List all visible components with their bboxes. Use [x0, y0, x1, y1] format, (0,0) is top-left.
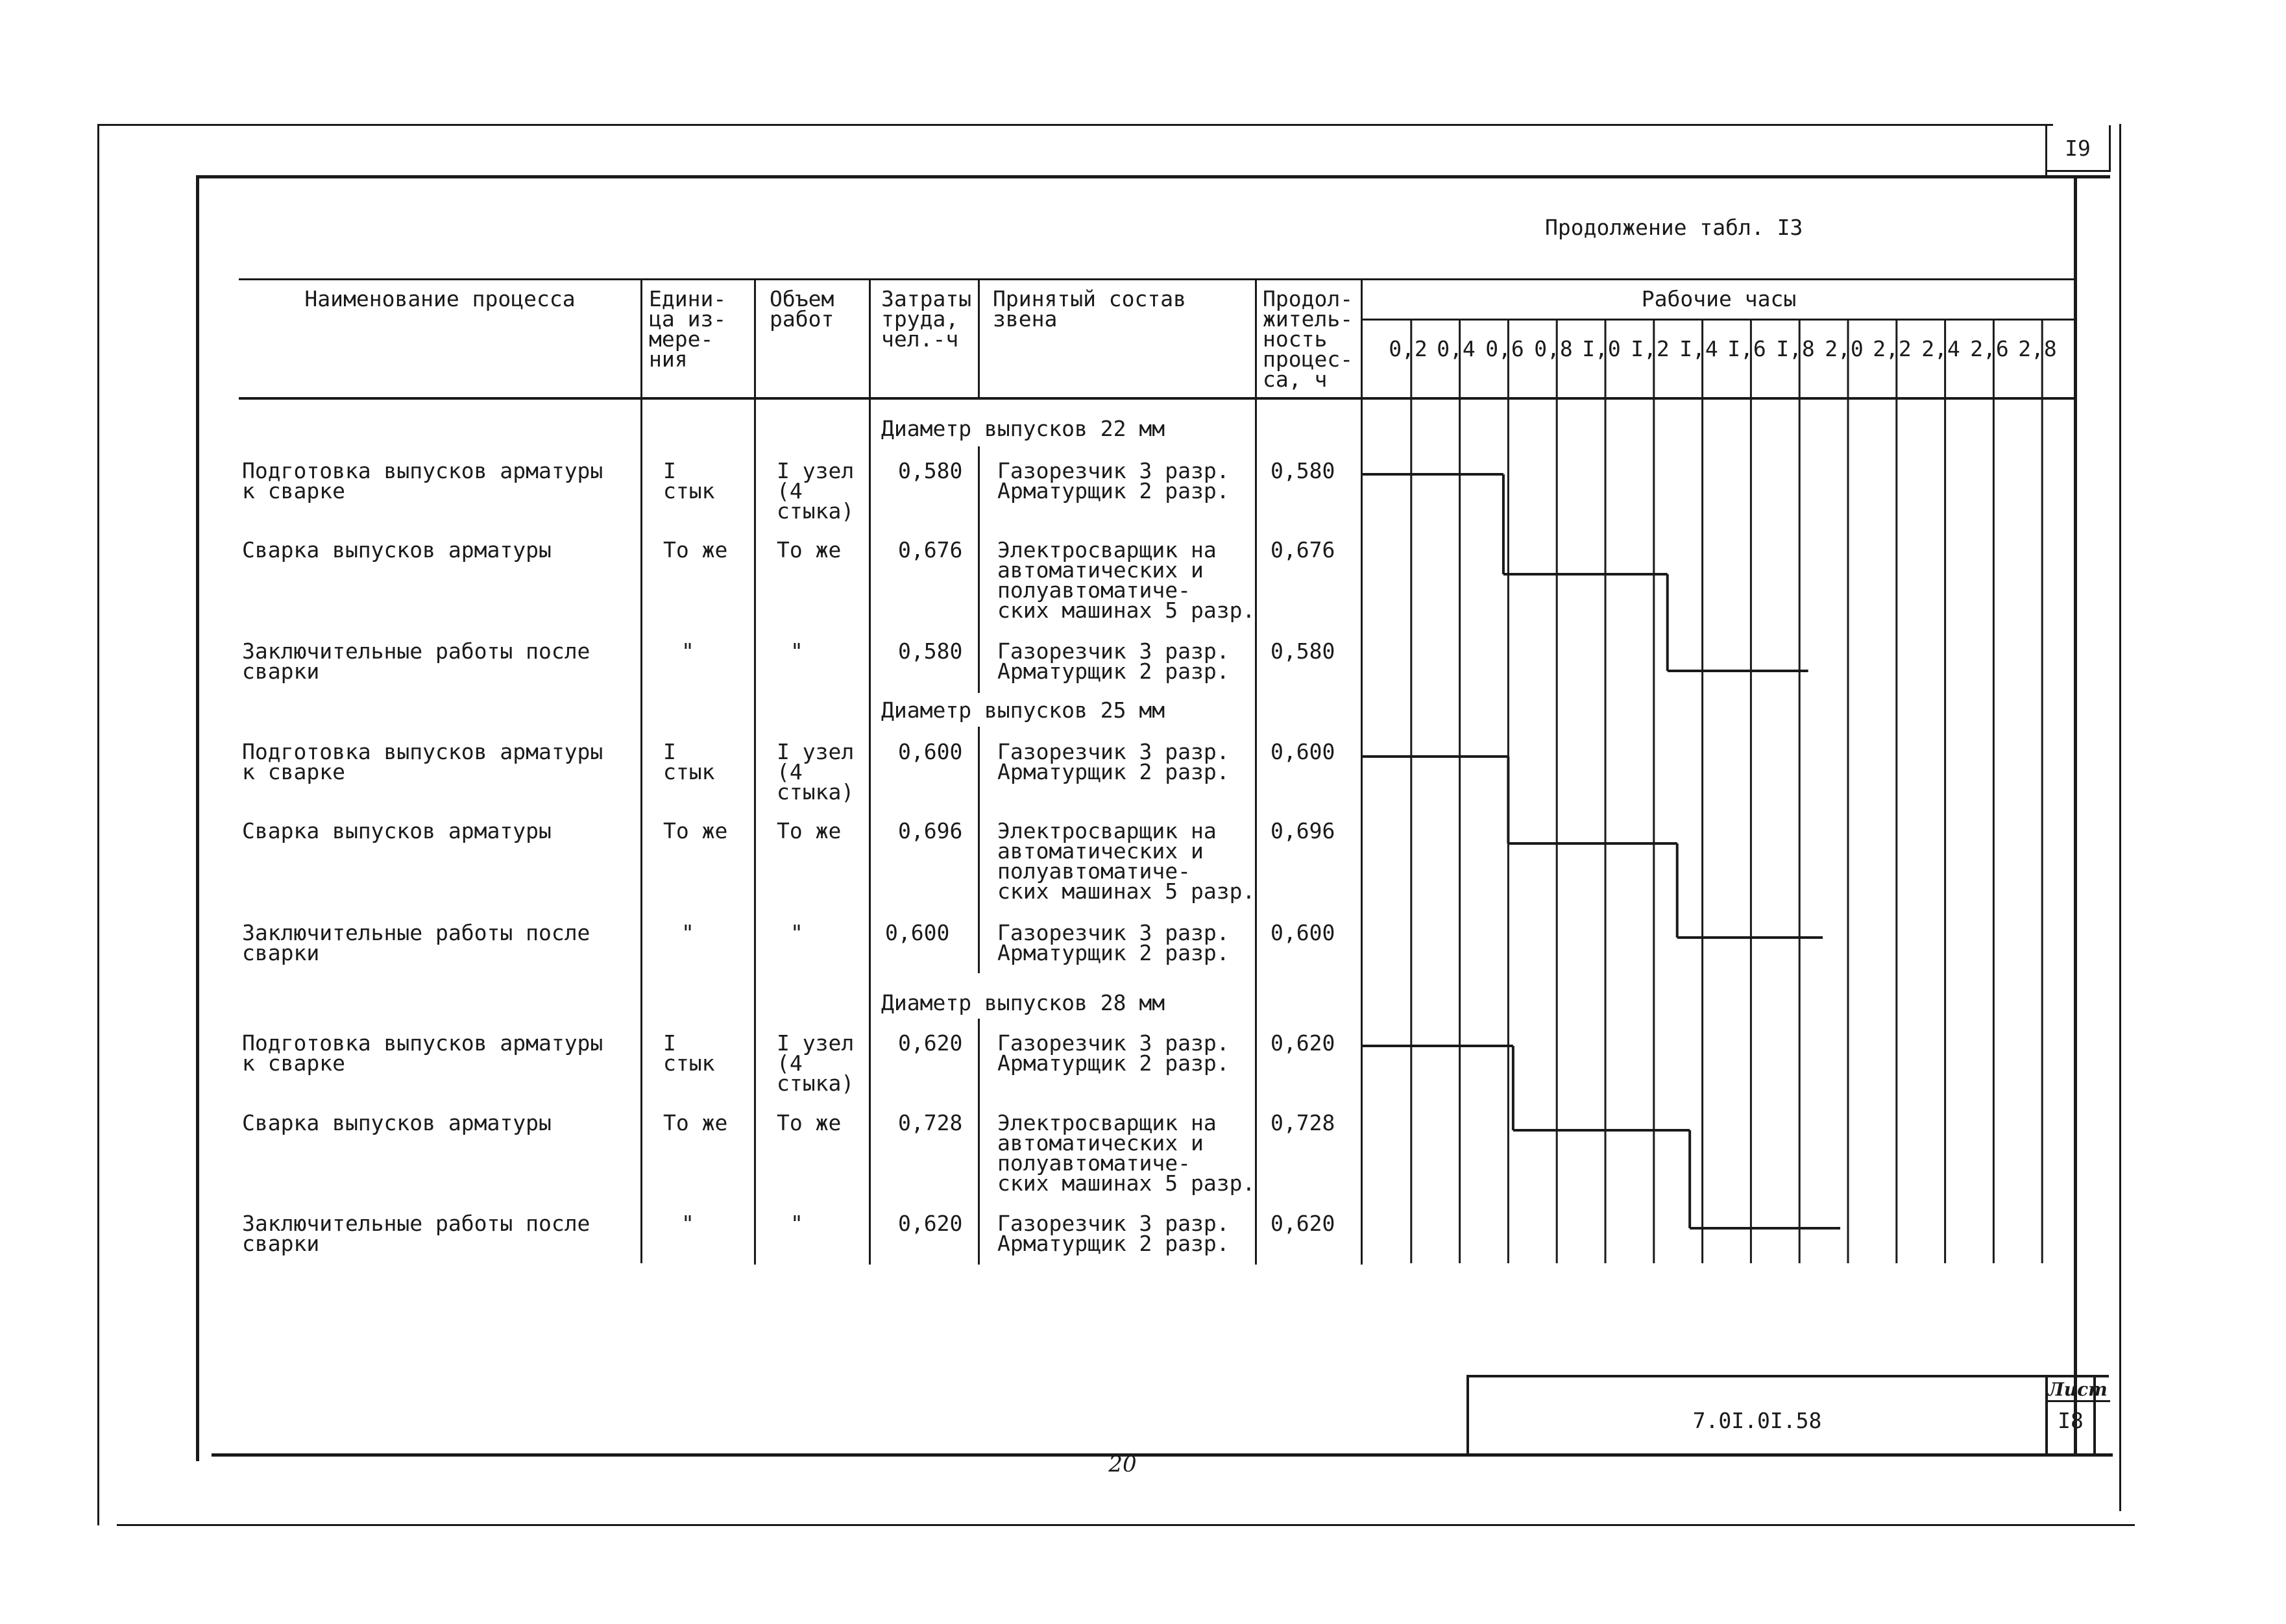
row-volume: ": [790, 638, 803, 664]
row-labor: 0,580: [898, 638, 963, 664]
row-labor: 0,696: [898, 818, 963, 843]
header-duration: Продол- житель- ность процес- са, ч: [1263, 286, 1354, 392]
row-process: Подготовка выпусков арматуры к сварке: [242, 1030, 603, 1076]
row-unit: То же: [663, 818, 728, 843]
sheet-box-divider: [2045, 1400, 2110, 1402]
hour-tick: 2,6: [1970, 336, 2009, 361]
row-labor: 0,600: [885, 920, 950, 945]
row-volume: ": [790, 1211, 803, 1236]
table-caption: Продолжение табл. I3: [1545, 215, 1803, 240]
row-crew: Газорезчик 3 разр. Арматурщик 2 разр.: [997, 638, 1230, 684]
row-process: Заключительные работы после сварки: [242, 920, 590, 965]
row-crew: Газорезчик 3 разр. Арматурщик 2 разр.: [997, 739, 1230, 784]
row-unit: То же: [663, 1110, 728, 1135]
document-code: 7.0I.0I.58: [1692, 1408, 1822, 1433]
row-unit: I стык: [663, 1030, 715, 1076]
row-labor: 0,600: [898, 739, 963, 764]
hour-tick: I,2: [1631, 336, 1670, 361]
row-crew: Газорезчик 3 разр. Арматурщик 2 разр.: [997, 920, 1230, 965]
row-duration: 0,580: [1271, 458, 1335, 483]
row-crew: Газорезчик 3 разр. Арматурщик 2 разр.: [997, 458, 1230, 503]
header-hours: Рабочие часы: [1641, 286, 1797, 311]
header-process: Наименование процесса: [304, 286, 576, 311]
row-labor: 0,728: [898, 1110, 963, 1135]
hour-tick: I,4: [1679, 336, 1718, 361]
row-duration: 0,580: [1271, 638, 1335, 664]
header-unit: Едини- ца из- мере- ния: [649, 286, 727, 372]
group-title: Диаметр выпусков 28 мм: [881, 990, 1165, 1015]
row-volume: ": [790, 920, 803, 945]
row-duration: 0,620: [1271, 1211, 1335, 1236]
header-labor: Затраты труда, чел.-ч: [881, 286, 972, 352]
row-unit: I стык: [663, 739, 715, 784]
hour-tick: 0,2: [1389, 336, 1428, 361]
hour-tick: 0,4: [1437, 336, 1476, 361]
row-process: Сварка выпусков арматуры: [242, 1110, 552, 1135]
row-volume: I узел (4 стыка): [777, 739, 855, 805]
row-process: Заключительные работы после сварки: [242, 1211, 590, 1256]
row-crew: Электросварщик на автоматических и полуавтоматиче- ских машинах 5 разр.: [997, 537, 1256, 623]
row-volume: I узел (4 стыка): [777, 1030, 855, 1096]
row-unit: ": [681, 1211, 694, 1236]
row-process: Сварка выпусков арматуры: [242, 537, 552, 563]
sheet-number: I8: [2058, 1408, 2084, 1433]
row-volume: То же: [777, 818, 842, 843]
row-crew: Электросварщик на автоматических и полуавтоматиче- ских машинах 5 разр.: [997, 1110, 1256, 1196]
row-labor: 0,620: [898, 1030, 963, 1056]
row-crew: Электросварщик на автоматических и полуавтоматиче- ских машинах 5 разр.: [997, 818, 1256, 904]
hour-tick: 2,8: [2018, 336, 2057, 361]
row-labor: 0,676: [898, 537, 963, 563]
row-unit: ": [681, 920, 694, 945]
group-title: Диаметр выпусков 22 мм: [881, 416, 1165, 441]
row-unit: I стык: [663, 458, 715, 503]
row-unit: То же: [663, 537, 728, 563]
hour-tick: 2,2: [1873, 336, 1912, 361]
row-process: Заключительные работы после сварки: [242, 638, 590, 684]
row-volume: То же: [777, 537, 842, 563]
title-block-top: [1466, 1375, 2109, 1377]
row-process: Подготовка выпусков арматуры к сварке: [242, 458, 603, 503]
row-process: Подготовка выпусков арматуры к сварке: [242, 739, 603, 784]
hour-tick: I,6: [1727, 336, 1766, 361]
row-crew: Газорезчик 3 разр. Арматурщик 2 разр.: [997, 1211, 1230, 1256]
row-process: Сварка выпусков арматуры: [242, 818, 552, 843]
hour-tick: I,8: [1776, 336, 1815, 361]
row-duration: 0,600: [1271, 920, 1335, 945]
row-unit: ": [681, 638, 694, 664]
row-duration: 0,600: [1271, 739, 1335, 764]
row-duration: 0,728: [1271, 1110, 1335, 1135]
hour-tick: 2,0: [1825, 336, 1864, 361]
row-labor: 0,620: [898, 1211, 963, 1236]
row-duration: 0,676: [1271, 537, 1335, 563]
row-crew: Газорезчик 3 разр. Арматурщик 2 разр.: [997, 1030, 1230, 1076]
row-labor: 0,580: [898, 458, 963, 483]
group-title: Диаметр выпусков 25 мм: [881, 697, 1165, 723]
row-volume: То же: [777, 1110, 842, 1135]
bottom-page-number: 20: [1108, 1451, 1137, 1477]
hour-tick: 0,8: [1534, 336, 1573, 361]
header-volume: Объем работ: [770, 286, 834, 332]
hour-tick: I,0: [1582, 336, 1621, 361]
row-volume: I узел (4 стыка): [777, 458, 855, 524]
row-duration: 0,620: [1271, 1030, 1335, 1056]
hour-tick: 0,6: [1485, 336, 1524, 361]
row-duration: 0,696: [1271, 818, 1335, 843]
header-crew: Принятый состав звена: [993, 286, 1187, 332]
top-page-number: I9: [2065, 136, 2091, 161]
hour-tick: 2,4: [1921, 336, 1960, 361]
sheet-label: Лист: [2048, 1379, 2108, 1400]
